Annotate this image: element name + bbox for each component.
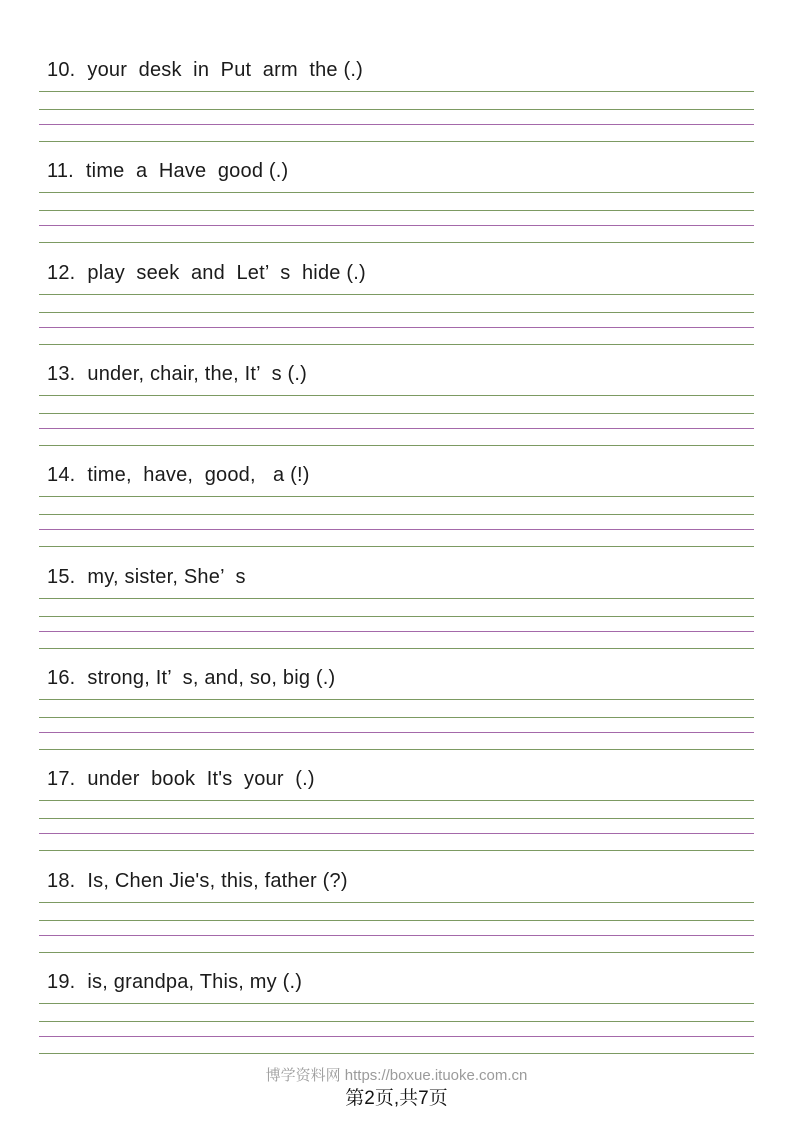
exercise-sentence bbox=[39, 158, 288, 184]
writing-line-bottom bbox=[39, 445, 754, 446]
writing-line-lower-mid bbox=[39, 124, 754, 125]
item-number: 13. bbox=[47, 363, 76, 385]
exercise-item-14 bbox=[39, 462, 754, 563]
writing-line-bottom bbox=[39, 141, 754, 142]
item-number: 16. bbox=[47, 667, 76, 689]
exercise-item-15 bbox=[39, 564, 754, 665]
writing-line-bottom bbox=[39, 749, 754, 750]
writing-line-lower-mid bbox=[39, 631, 754, 632]
writing-line-bottom bbox=[39, 648, 754, 649]
writing-line-lower-mid bbox=[39, 935, 754, 936]
item-words: my, sister, She’ s bbox=[87, 566, 246, 588]
item-words: under, chair, the, It’ s (.) bbox=[87, 363, 308, 385]
page-indicator: 第2页,共7页 bbox=[345, 1088, 448, 1109]
exercise-sentence bbox=[39, 868, 348, 894]
writing-line-lower-mid bbox=[39, 732, 754, 733]
item-number: 18. bbox=[47, 870, 76, 892]
writing-line-top bbox=[39, 1003, 754, 1004]
writing-line-top bbox=[39, 294, 754, 295]
exercise-sentence bbox=[39, 766, 315, 792]
writing-line-lower-mid bbox=[39, 428, 754, 429]
item-number: 11. bbox=[47, 160, 74, 182]
writing-line-bottom bbox=[39, 546, 754, 547]
writing-line-top bbox=[39, 598, 754, 599]
writing-line-upper-mid bbox=[39, 1021, 754, 1022]
item-words: is, grandpa, This, my (.) bbox=[87, 971, 303, 993]
writing-line-upper-mid bbox=[39, 109, 754, 110]
writing-line-top bbox=[39, 395, 754, 396]
exercise-item-16 bbox=[39, 665, 754, 766]
writing-line-lower-mid bbox=[39, 327, 754, 328]
writing-line-upper-mid bbox=[39, 312, 754, 313]
writing-line-bottom bbox=[39, 952, 754, 953]
exercise-item-13 bbox=[39, 361, 754, 462]
writing-line-upper-mid bbox=[39, 717, 754, 718]
writing-line-top bbox=[39, 192, 754, 193]
writing-line-upper-mid bbox=[39, 920, 754, 921]
writing-line-lower-mid bbox=[39, 833, 754, 834]
writing-line-top bbox=[39, 902, 754, 903]
writing-line-lower-mid bbox=[39, 529, 754, 530]
writing-line-upper-mid bbox=[39, 413, 754, 414]
item-words: play seek and Let’ s hide (.) bbox=[87, 262, 366, 284]
item-words: strong, It’ s, and, so, big (.) bbox=[87, 667, 336, 689]
item-number: 15. bbox=[47, 566, 76, 588]
writing-line-upper-mid bbox=[39, 818, 754, 819]
exercise-item-19 bbox=[39, 969, 754, 1070]
writing-line-bottom bbox=[39, 1053, 754, 1054]
writing-line-lower-mid bbox=[39, 1036, 754, 1037]
exercise-sentence bbox=[39, 564, 246, 590]
writing-line-lower-mid bbox=[39, 225, 754, 226]
writing-line-bottom bbox=[39, 242, 754, 243]
writing-line-top bbox=[39, 496, 754, 497]
item-words: your desk in Put arm the (.) bbox=[87, 59, 363, 81]
exercise-item-18 bbox=[39, 868, 754, 969]
exercise-item-10 bbox=[39, 57, 754, 158]
writing-line-upper-mid bbox=[39, 514, 754, 515]
exercise-sentence bbox=[39, 665, 335, 691]
writing-line-top bbox=[39, 699, 754, 700]
item-words: Is, Chen Jie's, this, father (?) bbox=[87, 870, 348, 892]
item-words: time, have, good, a (!) bbox=[87, 464, 310, 486]
item-words: under book It's your (.) bbox=[87, 768, 315, 790]
exercise-sentence bbox=[39, 57, 363, 83]
writing-line-upper-mid bbox=[39, 210, 754, 211]
writing-line-bottom bbox=[39, 344, 754, 345]
item-number: 14. bbox=[47, 464, 76, 486]
exercise-item-17 bbox=[39, 766, 754, 867]
item-number: 19. bbox=[47, 971, 76, 993]
item-words: time a Have good (.) bbox=[85, 160, 289, 182]
exercise-sentence bbox=[39, 361, 307, 387]
item-number: 17. bbox=[47, 768, 76, 790]
writing-line-upper-mid bbox=[39, 616, 754, 617]
exercise-sentence bbox=[39, 462, 310, 488]
item-number: 10. bbox=[47, 59, 76, 81]
writing-line-bottom bbox=[39, 850, 754, 851]
exercise-item-11 bbox=[39, 158, 754, 259]
item-number: 12. bbox=[47, 262, 76, 284]
writing-line-top bbox=[39, 91, 754, 92]
writing-line-top bbox=[39, 800, 754, 801]
watermark-text: 博学资料网 https://boxue.ituoke.com.cn bbox=[265, 1067, 528, 1084]
exercise-sentence bbox=[39, 969, 302, 995]
exercise-item-12 bbox=[39, 260, 754, 361]
exercise-sentence bbox=[39, 260, 366, 286]
